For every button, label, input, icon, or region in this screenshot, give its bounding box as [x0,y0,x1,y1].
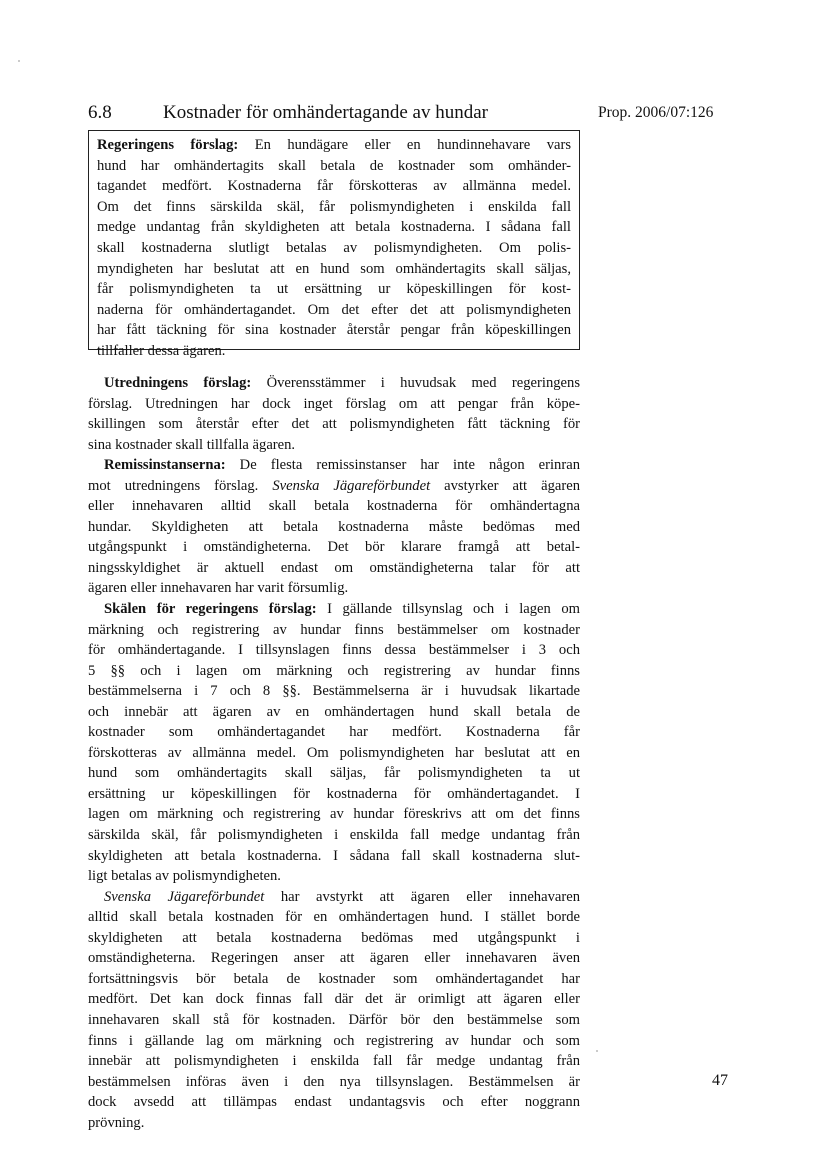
body-line: förslag. Utredningen har dock inget förslag om att pengar från köpe- [88,395,580,412]
body-line: finns i gällande lag om märkning och registrering av hundar och som [88,1032,580,1049]
proposal-line: Om det finns särskilda skäl, får polismyndigheten i enskilda fall [97,198,571,215]
body-line: hundar. Skyldigheten att betala kostnaderna måste bedömas med [88,518,580,535]
inquiry-proposal-lead: Utredningens förslag: [104,375,252,391]
body-line: 5 §§ och i lagen om märkning och registrering av hundar finns [88,662,580,679]
body-line: för omhändertagande. I tillsynslagen finns dessa bestämmelser i 3 och [88,642,580,659]
body-text [88,373,580,1133]
proposal-line: tillfaller dessa ägaren. [97,342,226,359]
body-line: medfört. Det kan dock finnas fall där det är orimligt att ägaren eller [88,991,580,1008]
proposal-line: har fått täckning för sina kostnader återstår pengar från köpeskillingen [97,322,571,339]
body-line-text: mot utredningens förslag. [88,477,273,494]
section-number: 6.8 [88,102,112,123]
body-line: ersättning ur köpeskillingen för kostnaderna för omhändertagandet. I [88,785,580,802]
body-line: innehavaren skall stå för kostnaden. Därför bör den bestämmelse som [88,1011,580,1028]
proposal-line-1-text: En hundägare eller en hundinnehavare vars [238,137,572,153]
proposal-line: skall kostnaderna slutligt betalas av polismyndigheten. Om polis- [97,239,571,256]
proposition-reference: Prop. 2006/07:126 [598,104,714,121]
organisation-name: Svenska Jägareförbundet [272,477,431,494]
reasons-lead: Skälen för regeringens förslag: [104,601,317,618]
proposal-line: medge undantag från skyldigheten att betala kostnaderna. I sådana fall [97,219,571,236]
section-title: Kostnader för omhändertagande av hundar [163,102,488,123]
body-line: skyldigheten att betala kostnaderna. I sådana fall skall kostnaderna slut- [88,847,580,864]
proposal-line: naderna för omhändertagandet. Om det efter det att polismyndigheten [97,301,571,318]
body-line: kostnader som omhändertagandet har medfört. Kostnaderna får [88,724,580,741]
body-line-text: har avstyrkt att ägaren eller innehavaren [264,888,580,905]
body-line [88,373,580,394]
body-line: prövning. [88,1114,145,1131]
proposal-lead: Regeringens förslag: [97,137,239,153]
body-line: ägaren eller innehavaren har varit försumlig. [88,580,349,597]
body-line: innebär att polismyndigheten i enskilda fall får medge undantag från [88,1053,580,1070]
scan-speck [18,60,20,62]
government-proposal-box [88,130,580,359]
body-line: sina kostnader skall tillfalla ägaren. [88,436,296,453]
body-line: alltid skall betala kostnaden för en omhändertagen hund. I stället borde [88,909,580,926]
body-line [88,455,580,476]
body-line: lagen om märkning och registrering av hundar föreskrivs att om det finns [88,806,580,823]
body-line-text: Överensstämmer i huvudsak med regeringens [251,375,580,391]
organisation-name: Svenska Jägareförbundet [104,888,265,905]
proposal-line [97,135,571,156]
body-line [88,887,580,908]
body-line: dock avsedd att tillämpas endast undantagsvis och efter noggrann [88,1094,580,1111]
body-line: märkning och registrering av hundar finns bestämmelser om kostnader [88,621,580,638]
body-line: ligt betalas av polismyndigheten. [88,868,281,885]
body-line-text: I gällande tillsynslag och i lagen om [316,601,580,618]
proposal-line: hund har omhändertagits skall betala de kostnader som omhänder- [97,157,571,174]
scan-speck [596,1050,598,1052]
proposal-line: får polismyndigheten ta ut ersättning ur köpeskillingen för kost- [97,281,571,298]
body-line: förskotteras av allmänna medel. Om polismyndigheten har beslutat att en [88,744,580,761]
body-line-text: De flesta remissinstanser har inte någon erinran [225,457,580,474]
body-line [88,599,580,620]
consultation-bodies-lead: Remissinstanserna: [104,457,226,474]
body-line: fortsättningsvis bör betala de kostnader som omhändertagandet har [88,970,580,987]
body-line: bestämmelsen införas även i den nya tillsynslagen. Bestämmelsen är [88,1073,580,1090]
body-line: särskilda skäl, får polismyndigheten i enskilda fall medge undantag från [88,827,580,844]
body-line: skyldigheten att betala kostnaderna bedömas med utgångspunkt i [88,929,580,946]
proposal-line: tagandet medfört. Kostnaderna får förskotteras av allmänna medel. [97,178,571,195]
proposal-line: myndigheten har beslutat att en hund som omhändertagits skall säljas, [97,260,571,277]
body-line: hund som omhändertagits skall säljas, får polismyndigheten ta ut [88,765,580,782]
body-line: bestämmelserna i 7 och 8 §§. Bestämmelserna är i huvudsak likartade [88,683,580,700]
body-line: omständigheterna. Regeringen anser att ägaren eller innehavaren även [88,950,580,967]
body-line-text: avstyrker att ägaren [430,477,580,494]
body-line: ningsskyldighet är aktuell endast om omständigheterna talar för att [88,559,580,576]
body-line: skillingen som återstår efter det att polismyndigheten fått täckning för [88,416,580,433]
body-line: utgångspunkt i omständigheterna. Det bör klarare framgå att betal- [88,539,580,556]
body-line: och innebär att ägaren av en omhändertagen hund skall betala de [88,703,580,720]
body-line: eller innehavaren alltid skall betala kostnaderna för omhändertagna [88,498,580,515]
body-line [88,476,580,497]
page-number: 47 [712,1072,728,1089]
